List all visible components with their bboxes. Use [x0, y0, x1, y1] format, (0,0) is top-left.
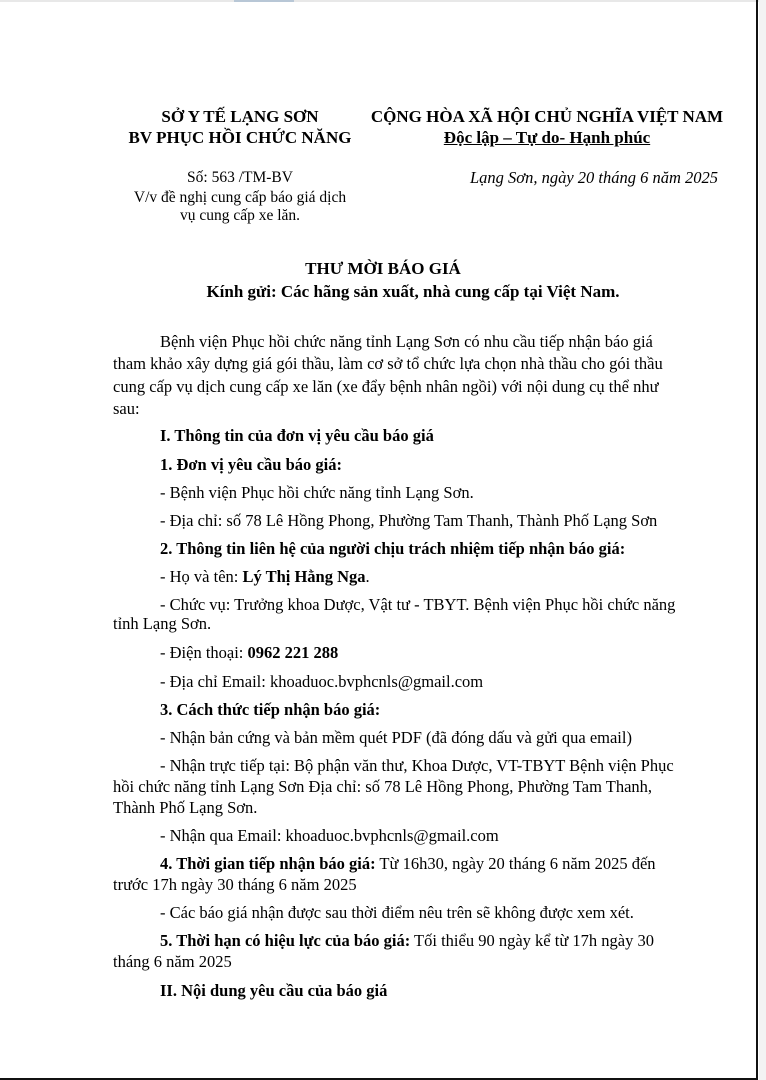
intro-line-3: cung cấp vụ dịch cung cấp xe lăn (xe đẩy bệnh nhân ngồi) với nội dung cụ thể như: [113, 377, 659, 396]
late-submission-note: - Các báo giá nhận được sau thời điểm nêu trên sẽ không được xem xét.: [160, 903, 634, 922]
contact-phone: 0962 221 288: [247, 643, 339, 662]
intro-line-2: tham khảo xây dựng giá gói thầu, làm cơ sở tổ chức lựa chọn nhà thầu cho gói thầu: [113, 354, 663, 373]
place-date: Lạng Sơn, ngày 20 tháng 6 năm 2025: [470, 168, 719, 187]
receipt-time-line-2: trước 17h ngày 30 tháng 6 năm 2025: [113, 875, 357, 894]
contact-name-line: [160, 566, 370, 588]
recipient-line: Kính gửi: Các hãng sản xuất, nhà cung cấp tại Việt Nam.: [206, 282, 620, 301]
receipt-time-text: Từ 16h30, ngày 20 tháng 6 năm 2025 đến: [375, 854, 656, 873]
subject-line-1: V/v đề nghị cung cấp báo giá dịch: [133, 189, 347, 206]
receipt-method-2-line-2: hồi chức năng tỉnh Lạng Sơn Địa chỉ: số 78 Lê Hồng Phong, Phường Tam Thanh,: [113, 777, 653, 796]
document-title: THƯ MỜI BÁO GIÁ: [305, 259, 461, 278]
validity-line-1: [160, 930, 654, 952]
contact-name-label: - Họ và tên:: [160, 567, 243, 586]
page-shadow: [759, 0, 766, 1080]
receipt-method-2-line-3: Thành Phố Lạng Sơn.: [113, 798, 258, 817]
nation-line-1: CỘNG HÒA XÃ HỘI CHỦ NGHĨA VIỆT NAM: [370, 107, 724, 126]
receipt-method-2-line-1: - Nhận trực tiếp tại: Bộ phận văn thư, Khoa Dược, VT-TBYT Bệnh viện Phục: [160, 756, 674, 775]
contact-name-end: .: [365, 567, 370, 586]
subsection-5-heading: 5. Thời hạn có hiệu lực của báo giá:: [160, 931, 411, 950]
section-2-heading: II. Nội dung yêu cầu của báo giá: [160, 981, 388, 1000]
subsection-1-heading: 1. Đơn vị yêu cầu báo giá:: [160, 455, 342, 474]
unit-address: - Địa chỉ: số 78 Lê Hồng Phong, Phường Tam Thanh, Thành Phố Lạng Sơn: [160, 511, 658, 530]
validity-text: Tối thiểu 90 ngày kể từ 17h ngày 30: [410, 931, 654, 950]
validity-line-2: tháng 6 năm 2025: [113, 952, 232, 971]
intro-line-4: sau:: [113, 399, 140, 418]
subject-line-2: vụ cung cấp xe lăn.: [179, 207, 301, 224]
contact-phone-label: - Điện thoại:: [160, 643, 248, 662]
section-1-heading: I. Thông tin của đơn vị yêu cầu báo giá: [160, 426, 434, 445]
intro-line-1: Bệnh viện Phục hồi chức năng tỉnh Lạng Sơn có nhu cầu tiếp nhận báo giá: [160, 332, 653, 351]
contact-position-line-1: - Chức vụ: Trưởng khoa Dược, Vật tư - TBYT. Bệnh viện Phục hồi chức năng: [160, 595, 676, 614]
receipt-time-line-1: [160, 853, 656, 875]
requesting-unit: - Bệnh viện Phục hồi chức năng tỉnh Lạng Sơn.: [160, 483, 474, 502]
document-number: Số: 563 /TM-BV: [187, 169, 293, 186]
agency-line-1: SỞ Y TẾ LẠNG SƠN: [161, 107, 319, 126]
agency-line-2: BV PHỤC HỒI CHỨC NĂNG: [128, 128, 352, 147]
contact-email: - Địa chỉ Email: khoaduoc.bvphcnls@gmail.com: [160, 672, 484, 691]
contact-name: Lý Thị Hằng Nga: [242, 567, 366, 586]
nation-motto: Độc lập – Tự do- Hạnh phúc: [443, 128, 651, 147]
subsection-2-heading: 2. Thông tin liên hệ của người chịu trách nhiệm tiếp nhận báo giá:: [160, 539, 626, 558]
receipt-method-1: - Nhận bản cứng và bản mềm quét PDF (đã đóng dấu và gửi qua email): [160, 728, 632, 747]
contact-position-line-2: tỉnh Lạng Sơn.: [113, 614, 212, 633]
subsection-3-heading: 3. Cách thức tiếp nhận báo giá:: [160, 700, 381, 719]
contact-phone-line: [160, 642, 338, 664]
subsection-4-heading: 4. Thời gian tiếp nhận báo giá:: [160, 854, 376, 873]
receipt-method-3: - Nhận qua Email: khoaduoc.bvphcnls@gmail.com: [160, 826, 499, 845]
